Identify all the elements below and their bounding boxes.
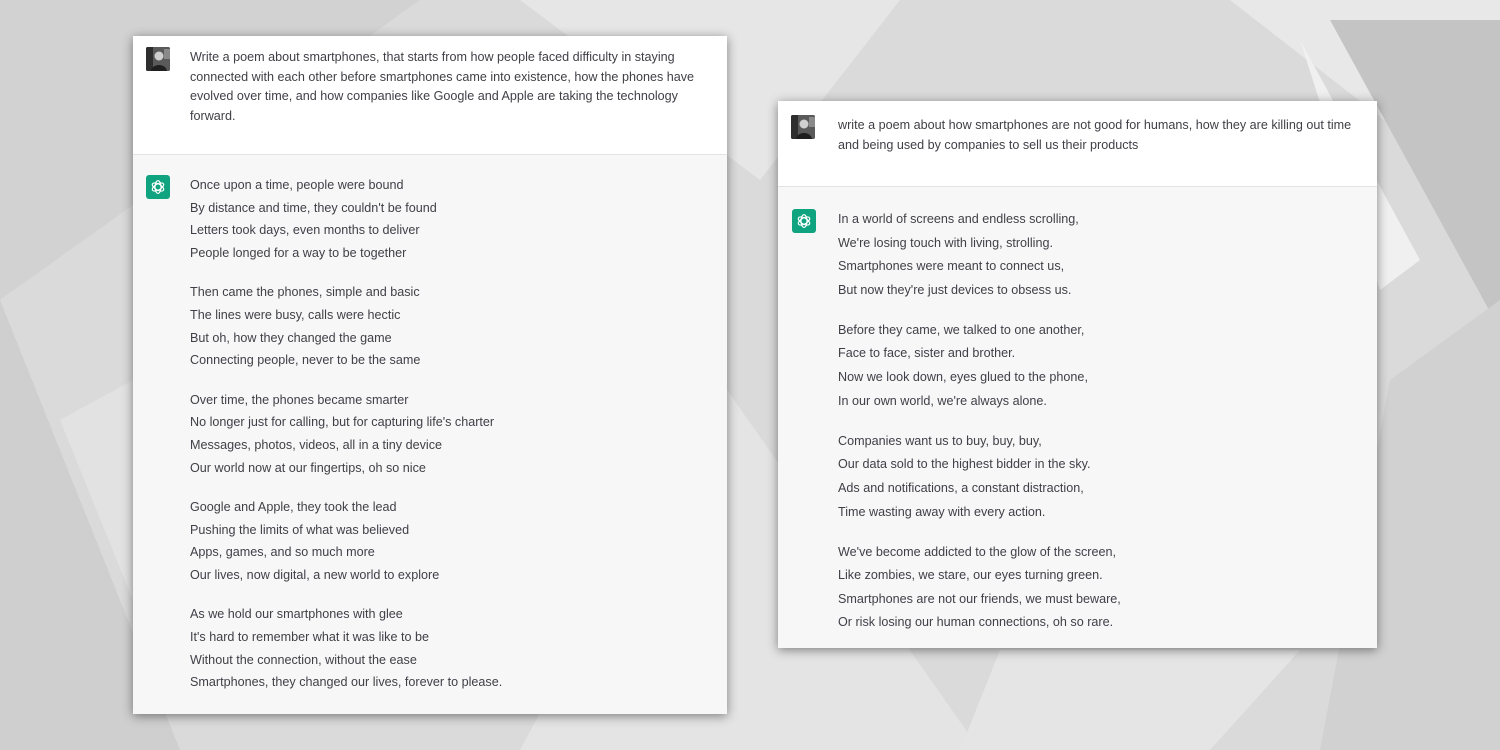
poem-line: Our data sold to the highest bidder in the sky. xyxy=(838,457,1091,472)
poem-line: It's hard to remember what it was like to be xyxy=(190,629,429,644)
user-avatar-icon xyxy=(146,47,170,71)
user-message xyxy=(133,36,727,155)
poem-line: Time wasting away with every action. xyxy=(838,504,1046,519)
poem-line: Once upon a time, people were bound xyxy=(190,178,404,192)
chatgpt-logo-icon xyxy=(792,209,816,233)
poem-line: Google and Apple, they took the lead xyxy=(190,499,397,514)
poem-line: As we hold our smartphones with glee xyxy=(190,607,403,622)
assistant-message xyxy=(778,187,1377,635)
poem-line: Our lives, now digital, a new world to explore xyxy=(190,568,440,583)
poem-line: In a world of screens and endless scrolling, xyxy=(838,212,1079,226)
user-prompt-text: Write a poem about smartphones, that starts from how people faced difficulty in staying connected with each other before smartphones came into existence, how the phones have evolved over time, and how companies like Google and Apple are taking the technology forward. xyxy=(190,50,695,123)
poem-line: Now we look down, eyes glued to the phone, xyxy=(838,370,1088,385)
poem-line: We're losing touch with living, strolling. xyxy=(838,235,1053,250)
poem-stanza xyxy=(190,281,727,372)
poem-line: Like zombies, we stare, our eyes turning green. xyxy=(838,568,1103,583)
poem-line: No longer just for calling, but for capturing life's charter xyxy=(190,415,495,430)
poem-line: Face to face, sister and brother. xyxy=(838,346,1016,361)
poem-stanza xyxy=(190,603,727,694)
poem-line: By distance and time, they couldn't be found xyxy=(190,200,437,215)
poem-line: Pushing the limits of what was believed xyxy=(190,522,410,537)
poem-line: Apps, games, and so much more xyxy=(190,545,375,560)
poem-line: People longed for a way to be together xyxy=(190,246,407,261)
poem-line: But now they're just devices to obsess us. xyxy=(838,282,1072,297)
user-avatar-icon xyxy=(791,115,815,139)
user-prompt-text: write a poem about how smartphones are not good for humans, how they are killing out time and being used by companies to sell us their products xyxy=(838,118,1352,152)
left-chat-card xyxy=(133,36,727,714)
poem-line: Ads and notifications, a constant distraction, xyxy=(838,480,1084,495)
poem-stanza xyxy=(190,496,727,587)
poem-line: Smartphones are not our friends, we must beware, xyxy=(838,591,1121,606)
poem-line: Messages, photos, videos, all in a tiny device xyxy=(190,438,443,453)
poem-stanza xyxy=(838,208,1377,302)
poem-line: Letters took days, even months to deliver xyxy=(190,223,420,238)
assistant-poem xyxy=(190,174,727,694)
poem-line: Smartphones were meant to connect us, xyxy=(838,259,1065,274)
poem-stanza xyxy=(838,430,1377,524)
poem-stanza xyxy=(838,319,1377,413)
poem-line: Without the connection, without the ease xyxy=(190,652,417,667)
poem-line: Or risk losing our human connections, oh so rare. xyxy=(838,615,1114,630)
poem-line: The lines were busy, calls were hectic xyxy=(190,308,401,323)
poem-line: Connecting people, never to be the same xyxy=(190,353,421,368)
poem-line: Then came the phones, simple and basic xyxy=(190,285,420,300)
poem-line: But oh, how they changed the game xyxy=(190,330,392,345)
poem-line: We've become addicted to the glow of the screen, xyxy=(838,544,1116,559)
chatgpt-logo-icon xyxy=(146,175,170,199)
poem-stanza xyxy=(190,174,727,265)
poem-line: Over time, the phones became smarter xyxy=(190,392,409,407)
poem-stanza xyxy=(190,389,727,480)
poem-line: Our world now at our fingertips, oh so nice xyxy=(190,460,426,475)
assistant-poem xyxy=(838,208,1377,635)
poem-line: In our own world, we're always alone. xyxy=(838,393,1047,408)
poem-line: Before they came, we talked to one another, xyxy=(838,322,1085,337)
assistant-message xyxy=(133,155,727,694)
user-message xyxy=(778,101,1377,187)
poem-stanza xyxy=(838,541,1377,635)
right-chat-card xyxy=(778,101,1377,648)
poem-line: Smartphones, they changed our lives, forever to please. xyxy=(190,675,503,690)
poem-line: Companies want us to buy, buy, buy, xyxy=(838,433,1042,448)
